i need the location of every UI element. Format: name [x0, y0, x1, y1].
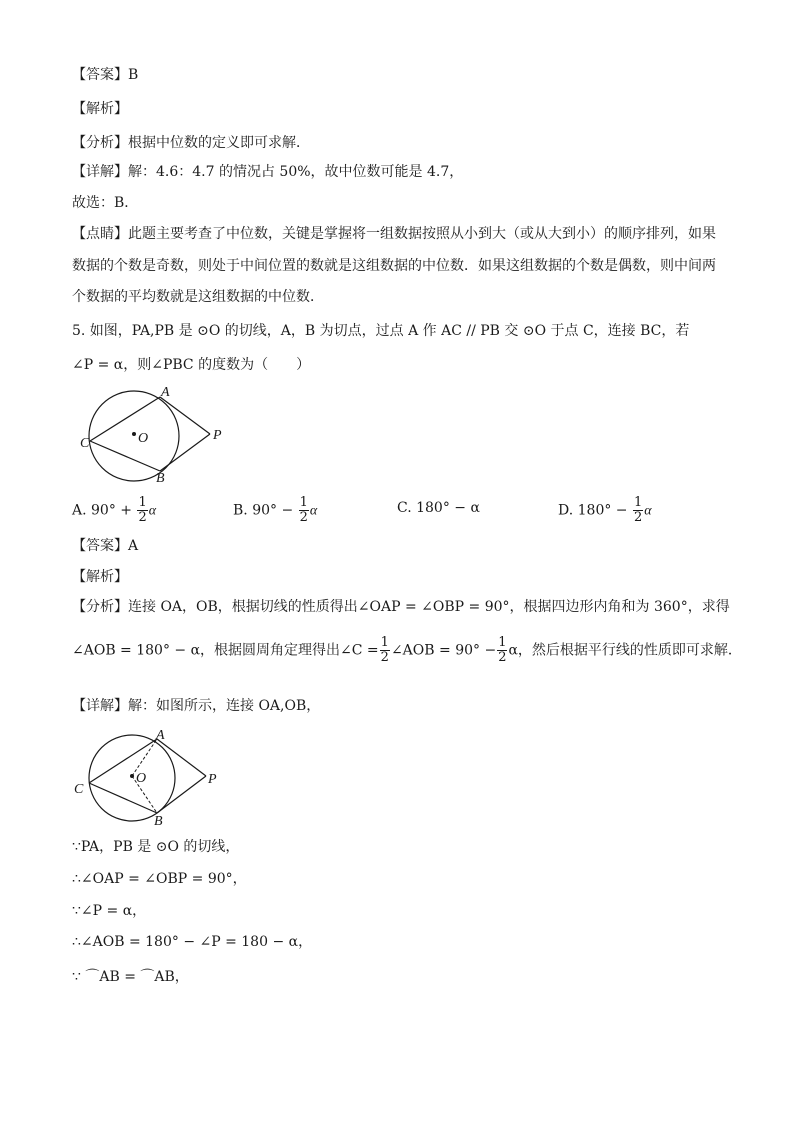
xiangjie-prev: 【详解】解：4.6：4.7 的情况占 50%，故中位数可能是 4.7， — [72, 164, 464, 180]
label-p: P — [208, 772, 217, 787]
option-b — [233, 496, 317, 525]
label-c: C — [80, 436, 90, 451]
fenxi-prev: 【分析】根据中位数的定义即可求解． — [72, 135, 310, 151]
option-c: C. 180° − α — [397, 500, 480, 516]
label-c: C — [74, 782, 84, 797]
q5-stem-line-2: ∠P = α，则∠PBC 的度数为（ ） — [72, 357, 311, 373]
label-a: A — [161, 385, 170, 400]
label-b: B — [156, 471, 165, 486]
q5-figure — [72, 382, 232, 492]
option-a-post: α — [148, 503, 157, 519]
fraction: $\frac{1}{2}$ — [138, 495, 147, 525]
q5-stem-line-1: 5. 如图，PA,PB 是 ⊙O 的切线，A，B 为切点，过点 A 作 AC // PB 交 ⊙O 于点 C，连接 BC，若 — [72, 323, 690, 339]
center-dot — [132, 432, 136, 436]
q5-analysis-title: 【解析】 — [72, 569, 128, 585]
chord-ca — [89, 739, 157, 783]
option-a — [72, 496, 156, 525]
label-o: O — [138, 431, 149, 446]
tangent-pa — [157, 739, 206, 776]
dianjing-line-1: 【点睛】此题主要考查了中位数，关键是掌握将一组数据按照从小到大（或从大到小）的顺序排列，如果 — [72, 226, 716, 242]
fraction: $\frac{1}{2}$ — [380, 635, 389, 665]
chord-ca — [90, 397, 160, 441]
dianjing-line-2: 数据的个数是奇数，则处于中间位置的数就是这组数据的中位数．如果这组数据的个数是偶数，则中间两 — [72, 258, 716, 274]
step-4: ∴∠AOB = 180° − ∠P = 180 − α， — [72, 934, 313, 950]
step-5: ∵ ⌒AB = ⌒AB， — [72, 969, 189, 985]
label-b: B — [154, 814, 163, 829]
fraction: $\frac{1}{2}$ — [299, 495, 308, 525]
option-d — [558, 496, 652, 525]
guxuan-prev: 故选：B． — [72, 195, 139, 211]
dianjing-line-3: 个数据的平均数就是这组数据的中位数． — [72, 289, 324, 305]
answer-prev: 【答案】B — [72, 67, 139, 83]
tangent-pb — [157, 776, 206, 813]
tangent-pb — [160, 434, 210, 471]
label-o: O — [136, 771, 147, 786]
fraction: $\frac{1}{2}$ — [498, 635, 507, 665]
q5-fenxi-line-2: ∠AOB = 180° − α，根据圆周角定理得出∠C = $\frac{1}{2}$ ∠AOB = 90° − $\frac{1}{2}$ α，然后根据平行线的性质即可求解． — [72, 635, 742, 665]
q5-fenxi-line-1: 【分析】连接 OA，OB，根据切线的性质得出∠OAP = ∠OBP = 90°，根据四边形内角和为 360°，求得 — [72, 599, 730, 615]
option-d-post: α — [644, 503, 652, 519]
option-a-pre: A. 90° + — [72, 502, 133, 519]
fraction: $\frac{1}{2}$ — [633, 495, 643, 525]
analysis-title-prev: 【解析】 — [72, 101, 128, 117]
option-b-post: α — [309, 503, 318, 519]
q5-xiangjie: 【详解】解：如图所示，连接 OA,OB， — [72, 698, 321, 714]
q5-figure-detail — [72, 727, 232, 832]
step-1: ∵PA，PB 是 ⊙O 的切线， — [72, 839, 240, 855]
option-b-pre: B. 90° − — [233, 502, 294, 519]
label-a: A — [156, 728, 165, 743]
option-d-pre: D. 180° − — [558, 502, 628, 519]
tangent-pa — [160, 397, 210, 434]
step-3: ∵∠P = α， — [72, 903, 147, 919]
center-dot — [130, 774, 134, 778]
step-2: ∴∠OAP = ∠OBP = 90°， — [72, 871, 247, 887]
label-p: P — [213, 428, 222, 443]
q5-answer: 【答案】A — [72, 538, 139, 554]
